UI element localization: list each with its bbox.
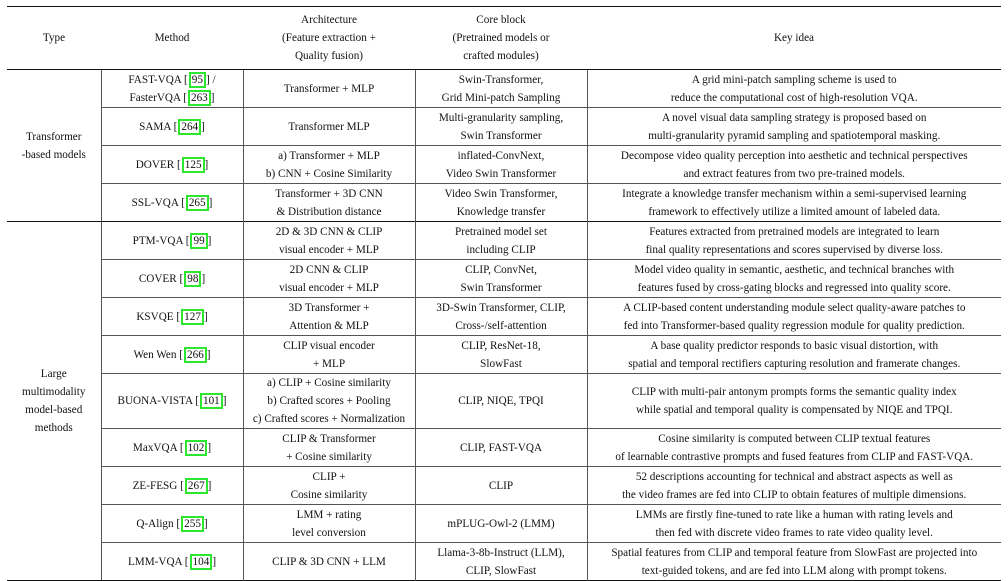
cell-line: A CLIP-based content understanding module select quality-aware patches to	[623, 301, 966, 314]
citation-ref[interactable]: 127	[181, 309, 204, 325]
method-name: Wen Wen [	[133, 348, 184, 361]
method-cell	[101, 429, 243, 467]
architecture-cell	[243, 222, 415, 260]
architecture-cell	[243, 467, 415, 505]
method-line	[105, 194, 240, 212]
method-name: ]	[203, 310, 208, 323]
cell-line: Swin-Transformer,	[458, 73, 544, 86]
table-row	[7, 336, 1001, 374]
method-name: LMM-VQA [	[127, 555, 189, 568]
cell-line: + Cosine similarity	[286, 450, 372, 463]
cell-line: CLIP, ConvNet,	[465, 263, 537, 276]
cell-line: Transformer	[25, 130, 82, 143]
core-block-cell	[415, 298, 587, 336]
citation-ref[interactable]: 267	[185, 478, 208, 494]
cell-line: model-based	[25, 404, 83, 416]
method-cell	[101, 108, 243, 146]
method-name: ]	[203, 517, 208, 530]
method-cell	[101, 374, 243, 429]
cell-line: Transformer + 3D CNN	[275, 187, 383, 200]
key-idea-cell	[587, 467, 1001, 505]
architecture-cell	[243, 505, 415, 543]
core-block-cell	[415, 543, 587, 581]
method-name: ]	[201, 272, 206, 285]
cell-line: A novel visual data sampling strategy is proposed based on	[662, 111, 927, 124]
header-architecture: Architecture (Feature extraction + Quality fusion)	[282, 14, 376, 62]
cell-line: Multi-granularity sampling,	[438, 111, 564, 124]
core-block-cell	[415, 108, 587, 146]
cell-line: A base quality predictor responds to basic visual distortion, with	[650, 339, 939, 352]
method-name: ] /	[205, 73, 216, 86]
table-row	[7, 467, 1001, 505]
cell-line: c) Crafted scores + Normalization	[252, 413, 406, 425]
method-line	[105, 477, 240, 495]
cell-line: 2D CNN & CLIP	[289, 263, 369, 276]
cell-line: then fed with discrete video frames to rate video quality level.	[655, 526, 933, 539]
cell-line: CLIP +	[312, 470, 346, 483]
method-line	[105, 439, 240, 457]
citation-ref[interactable]: 264	[178, 119, 201, 135]
architecture-cell	[243, 543, 415, 581]
cell-line: including CLIP	[466, 243, 536, 256]
method-name: SSL-VQA [	[131, 196, 185, 209]
group-type-cell	[7, 222, 101, 581]
method-name: ]	[201, 120, 205, 133]
cell-line: mPLUG-Owl-2 (LMM)	[447, 517, 555, 530]
citation-ref[interactable]: 102	[185, 440, 208, 456]
cell-line: inflated-ConvNext,	[457, 149, 545, 162]
cell-line: multimodality	[22, 386, 86, 398]
method-name: ]	[212, 555, 217, 568]
cell-line: Attention & MLP	[289, 319, 369, 332]
key-idea-cell	[587, 108, 1001, 146]
architecture-cell	[243, 374, 415, 429]
cell-line: a) CLIP + Cosine similarity	[267, 377, 391, 389]
cell-line: Grid Mini-patch Sampling	[441, 91, 561, 104]
method-name: ]	[210, 91, 215, 104]
header-core-block: Core block (Pretrained models or crafted modules)	[452, 14, 550, 62]
cell-line: Knowledge transfer	[456, 205, 546, 218]
cell-line: LMMs are firstly fine-tuned to rate like a human with rating levels and	[635, 508, 953, 521]
core-block-cell	[415, 260, 587, 298]
method-line	[105, 156, 240, 174]
core-block-cell	[415, 374, 587, 429]
method-name: SAMA [	[139, 120, 178, 133]
method-cell	[101, 298, 243, 336]
method-line	[105, 118, 240, 136]
table-body	[7, 70, 1001, 581]
table-row	[7, 260, 1001, 298]
key-idea-cell	[587, 184, 1001, 222]
key-idea-cell	[587, 374, 1001, 429]
core-block-cell	[415, 467, 587, 505]
cell-line: Cross-/self-attention	[455, 319, 547, 332]
architecture-cell	[243, 336, 415, 374]
cell-line: multi-granularity pyramid sampling and spatiotemporal masking.	[648, 129, 941, 142]
cell-line: fed into Transformer-based quality regression module for quality prediction.	[623, 319, 965, 332]
cell-line: a) Transformer + MLP	[278, 149, 380, 162]
cell-line: visual encoder + MLP	[279, 281, 379, 294]
cell-line: CLIP with multi-pair antonym prompts forms the semantic quality index	[631, 386, 957, 398]
method-cell	[101, 260, 243, 298]
method-line	[105, 89, 240, 107]
method-line	[105, 346, 240, 364]
architecture-cell	[243, 70, 415, 108]
cell-line: CLIP, NIQE, TPQI	[458, 395, 544, 407]
cell-line: while spatial and temporal quality is compensated by NIQE and TPQI.	[636, 404, 953, 416]
table-row	[7, 146, 1001, 184]
header-method: Method	[154, 32, 190, 44]
cell-line: CLIP	[488, 479, 514, 492]
cell-line: Llama-3-8b-Instruct (LLM),	[437, 546, 565, 559]
architecture-cell	[243, 260, 415, 298]
method-name: ]	[207, 479, 212, 492]
method-name: ]	[222, 395, 227, 407]
method-line	[105, 308, 240, 326]
cell-line: CLIP, FAST-VQA	[459, 441, 543, 454]
cell-line: 3D-Swin Transformer, CLIP,	[436, 301, 566, 314]
group-type-cell	[7, 70, 101, 222]
table-row	[7, 184, 1001, 222]
cell-line: Swin Transformer	[460, 281, 542, 294]
cell-line: reduce the computational cost of high-resolution VQA.	[670, 91, 918, 104]
method-cell	[101, 505, 243, 543]
table-row	[7, 222, 1001, 260]
cell-line: Transformer MLP	[288, 120, 370, 133]
core-block-cell	[415, 222, 587, 260]
method-cell	[101, 184, 243, 222]
cell-line: b) CNN + Cosine Similarity	[265, 167, 393, 180]
cell-line: Integrate a knowledge transfer mechanism within a semi-supervised learning	[622, 187, 967, 200]
method-name: FAST-VQA [	[128, 73, 188, 86]
table-row	[7, 505, 1001, 543]
comparison-table	[7, 6, 1001, 581]
table-row	[7, 429, 1001, 467]
cell-line: + MLP	[312, 357, 346, 370]
cell-line: CLIP, ResNet-18,	[461, 339, 541, 352]
cell-line: of learnable contrastive prompts and fused features from CLIP and FAST-VQA.	[615, 450, 974, 463]
citation-ref[interactable]: 266	[184, 347, 207, 363]
header-type: Type	[42, 32, 66, 44]
core-block-cell	[415, 505, 587, 543]
key-idea-cell	[587, 505, 1001, 543]
core-block-cell	[415, 146, 587, 184]
method-cell	[101, 146, 243, 184]
method-name: KSVQE [	[136, 310, 181, 323]
citation-ref[interactable]: 104	[190, 554, 213, 570]
cell-line: Swin Transformer	[460, 129, 542, 142]
key-idea-cell	[587, 336, 1001, 374]
cell-line: 2D & 3D CNN & CLIP	[275, 225, 383, 238]
cell-line: the video frames are fed into CLIP to obtain features of multiple dimensions.	[622, 488, 967, 501]
cell-line: Transformer + MLP	[283, 82, 375, 95]
cell-line: Cosine similarity	[290, 488, 368, 501]
table-row	[7, 70, 1001, 108]
cell-line: Model video quality in semantic, aesthetic, and technical branches with	[634, 263, 955, 276]
method-line	[105, 232, 240, 250]
cell-line: b) Crafted scores + Pooling	[267, 395, 391, 407]
cell-line: Video Swin Transformer,	[444, 187, 558, 200]
method-name: ]	[204, 158, 209, 171]
method-name: ZE-FESG [	[132, 479, 184, 492]
cell-line: Video Swin Transformer	[445, 167, 557, 180]
cell-line: and extract features from two pre-trained models.	[683, 167, 905, 180]
method-name: ]	[206, 348, 211, 361]
cell-line: -based models	[21, 148, 86, 161]
header-key-idea: Key idea	[773, 32, 815, 44]
method-name: MaxVQA [	[132, 441, 184, 454]
citation-ref[interactable]: 263	[188, 90, 211, 106]
method-name: BUONA-VISTA [	[117, 395, 199, 407]
cell-line: SlowFast	[480, 357, 522, 370]
key-idea-cell	[587, 146, 1001, 184]
method-cell	[101, 467, 243, 505]
cell-line: Features extracted from pretrained models are integrated to learn	[649, 225, 940, 238]
core-block-cell	[415, 429, 587, 467]
cell-line: 52 descriptions accounting for technical and abstract aspects as well as	[635, 470, 953, 483]
cell-line: methods	[34, 422, 73, 434]
cell-line: Spatial features from CLIP and temporal feature from SlowFast are projected into	[611, 546, 978, 559]
cell-line: A grid mini-patch sampling scheme is used to	[691, 73, 897, 86]
table-row	[7, 108, 1001, 146]
table-row	[7, 374, 1001, 429]
citation-ref[interactable]: 95	[189, 72, 206, 88]
method-name: ]	[208, 196, 213, 209]
method-name: COVER [	[138, 272, 184, 285]
cell-line: level conversion	[292, 526, 366, 539]
architecture-cell	[243, 298, 415, 336]
cell-line: CLIP & Transformer	[282, 432, 376, 445]
method-line	[105, 515, 240, 533]
method-cell	[101, 222, 243, 260]
method-cell	[101, 336, 243, 374]
method-cell	[101, 543, 243, 581]
key-idea-cell	[587, 298, 1001, 336]
table-row	[7, 543, 1001, 581]
key-idea-cell	[587, 429, 1001, 467]
citation-ref[interactable]: 265	[186, 195, 209, 211]
method-cell	[101, 70, 243, 108]
key-idea-cell	[587, 70, 1001, 108]
core-block-cell	[415, 336, 587, 374]
method-line	[105, 270, 240, 288]
architecture-cell	[243, 184, 415, 222]
architecture-cell	[243, 108, 415, 146]
cell-line: CLIP & 3D CNN + LLM	[272, 555, 386, 568]
method-line	[105, 71, 240, 89]
citation-ref[interactable]: 125	[182, 157, 205, 173]
citation-ref[interactable]: 99	[190, 233, 207, 249]
method-line	[105, 392, 240, 410]
key-idea-cell	[587, 222, 1001, 260]
cell-line: CLIP, SlowFast	[465, 564, 537, 577]
core-block-cell	[415, 70, 587, 108]
cell-line: visual encoder + MLP	[279, 243, 379, 256]
key-idea-cell	[587, 543, 1001, 581]
header-row	[7, 7, 1001, 70]
method-name: ]	[207, 441, 212, 454]
cell-line: & Distribution distance	[276, 205, 382, 218]
method-name: FasterVQA [	[129, 91, 187, 104]
cell-line: text-guided tokens, and are fed into LLM along with prompt tokens.	[641, 564, 947, 577]
cell-line: Cosine similarity is computed between CLIP textual features	[658, 432, 931, 445]
architecture-cell	[243, 429, 415, 467]
core-block-cell	[415, 184, 587, 222]
key-idea-cell	[587, 260, 1001, 298]
citation-ref[interactable]: 101	[200, 393, 223, 409]
cell-line: LMM + rating	[296, 508, 362, 521]
citation-ref[interactable]: 98	[184, 271, 201, 287]
cell-line: Decompose video quality perception into aesthetic and technical perspectives	[620, 149, 968, 162]
method-name: PTM-VQA [	[132, 234, 190, 247]
method-name: Q-Align [	[136, 517, 181, 530]
method-line	[105, 553, 240, 571]
cell-line: Large	[40, 368, 67, 380]
citation-ref[interactable]: 255	[181, 516, 204, 532]
architecture-cell	[243, 146, 415, 184]
cell-line: features fused by cross-gating blocks and regressed into quality score.	[637, 281, 951, 294]
cell-line: final quality representations and scores supervised by diverse loss.	[645, 243, 943, 256]
cell-line: 3D Transformer +	[288, 301, 370, 314]
method-name: ]	[207, 234, 212, 247]
cell-line: framework to effectively utilize a limited amount of labeled data.	[648, 205, 941, 218]
cell-line: spatial and temporal rectifiers capturing resolution and framerate changes.	[628, 357, 961, 370]
cell-line: Pretrained model set	[455, 225, 547, 238]
cell-line: CLIP visual encoder	[283, 339, 375, 352]
table-row	[7, 298, 1001, 336]
method-name: DOVER [	[135, 158, 181, 171]
